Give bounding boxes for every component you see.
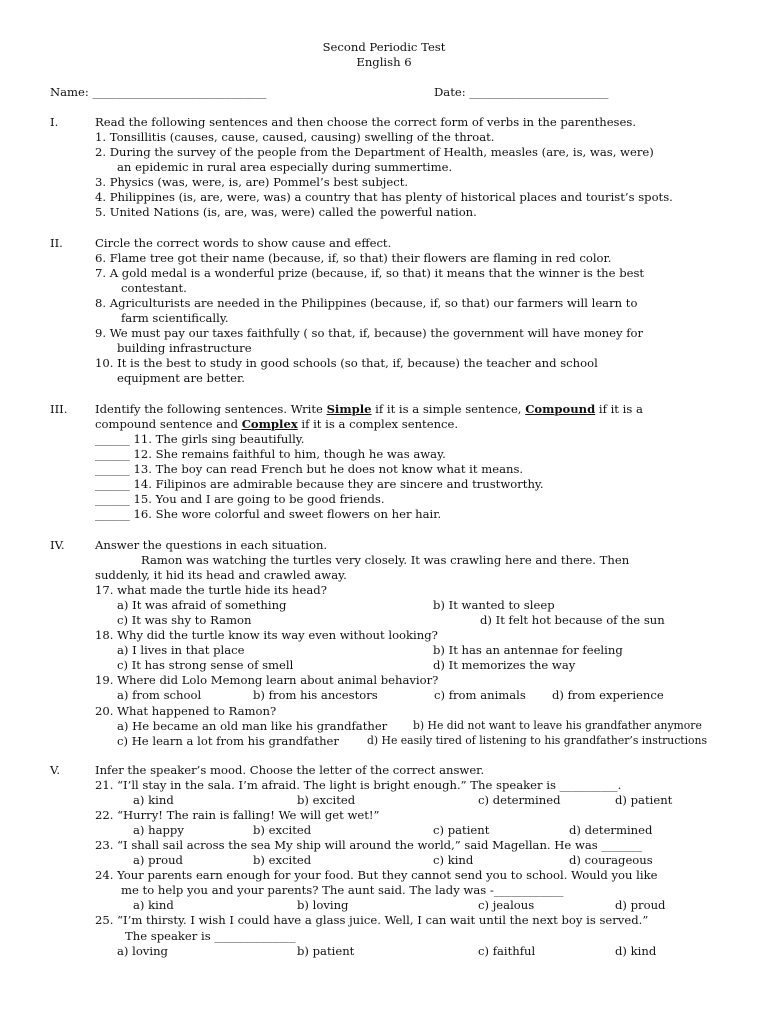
passage-line: Ramon was watching the turtles very closely. It was crawling here and there. Then [141,553,630,567]
choice-d[interactable]: d) He easily tired of listening to his grandfather’s instructions [367,734,708,747]
section-numeral: I. [50,115,59,129]
question-item[interactable]: ______ 15. You and I are going to be good friends. [95,492,385,506]
question-item: 9. We must pay our taxes faithfully ( so that, if, because) the government will have money for [95,326,644,340]
choice-b[interactable]: b) He did not want to leave his grandfather anymore [413,719,702,732]
name-field[interactable]: Name: ______________________________ [50,85,267,99]
choice-c[interactable]: c) He learn a lot from his grandfather [117,734,339,748]
choice-d[interactable]: d) from experience [552,688,664,702]
choice-c[interactable]: c) from animals [434,688,526,702]
question-item: 6. Flame tree got their name (because, if, so that) their flowers are flaming in red color. [95,251,612,265]
question-item[interactable]: ______ 13. The boy can read French but he does not know what it means. [95,462,524,476]
question-item[interactable]: ______ 11. The girls sing beautifully. [95,432,305,446]
section-instruction-continuation: compound sentence and Complex if it is a complex sentence. [95,417,459,431]
choice-c[interactable]: c) faithful [478,944,536,958]
date-field[interactable]: Date: ________________________ [434,85,609,99]
choice-b[interactable]: b) patient [297,944,355,958]
question-item-continuation: farm scientifically. [121,311,229,325]
question-item: 10. It is the best to study in good schools (so that, if, because) the teacher and school [95,356,598,370]
question-item[interactable]: ______ 12. She remains faithful to him, though he was away. [95,447,446,461]
choice-b[interactable]: b) loving [297,898,349,912]
choice-b[interactable]: b) excited [253,823,312,837]
passage-line: suddenly, it hid its head and crawled away. [95,568,347,582]
question-18: 18. Why did the turtle know its way even without looking? [95,628,438,642]
question-19: 19. Where did Lolo Memong learn about animal behavior? [95,673,439,687]
question-item: 1. Tonsillitis (causes, cause, caused, causing) swelling of the throat. [95,130,495,144]
choice-d[interactable]: d) determined [569,823,653,837]
choice-d[interactable]: d) patient [615,793,673,807]
choice-b[interactable]: b) excited [297,793,356,807]
choice-a[interactable]: a) kind [133,898,174,912]
question-item-continuation: an epidemic in rural area especially during summertime. [117,160,453,174]
question-25-continuation: The speaker is ______________ [125,929,296,943]
choice-a[interactable]: a) from school [117,688,202,702]
choice-a[interactable]: a) He became an old man like his grandfather [117,719,388,733]
choice-a[interactable]: a) kind [133,793,174,807]
choice-a[interactable]: a) I lives in that place [117,643,245,657]
section-instruction: Circle the correct words to show cause and effect. [95,236,392,250]
question-item-continuation: building infrastructure [117,341,252,355]
choice-c[interactable]: c) jealous [478,898,535,912]
question-item: 5. United Nations (is, are, was, were) called the powerful nation. [95,205,477,219]
choice-c[interactable]: c) kind [433,853,474,867]
section-instruction: Answer the questions in each situation. [95,538,328,552]
choice-d[interactable]: d) kind [615,944,657,958]
section-numeral: III. [50,402,68,416]
keyword-compound: Compound [525,402,596,416]
question-item-continuation: equipment are better. [117,371,245,385]
choice-b[interactable]: b) It wanted to sleep [433,598,555,612]
section-instruction: Read the following sentences and then choose the correct form of verbs in the parentheses. [95,115,637,129]
choice-a[interactable]: a) It was afraid of something [117,598,287,612]
question-item[interactable]: ______ 16. She wore colorful and sweet flowers on her hair. [95,507,442,521]
question-item: 3. Physics (was, were, is, are) Pommel’s best subject. [95,175,409,189]
question-24: 24. Your parents earn enough for your food. But they cannot send you to school. Would you like [95,868,658,882]
choice-c[interactable]: c) It has strong sense of smell [117,658,294,672]
test-subject: English 6 [356,55,412,69]
question-item: 2. During the survey of the people from the Department of Health, measles (are, is, was, were) [95,145,654,159]
question-item: 7. A gold medal is a wonderful prize (because, if, so that) it means that the winner is the best [95,266,645,280]
question-20: 20. What happened to Ramon? [95,704,277,718]
choice-a[interactable]: a) loving [117,944,168,958]
choice-d[interactable]: d) It felt hot because of the sun [480,613,665,627]
question-25: 25. “I’m thirsty. I wish I could have a glass juice. Well, I can wait until the next boy is served.” [95,913,649,927]
choice-a[interactable]: a) happy [133,823,184,837]
keyword-simple: Simple [326,402,372,416]
choice-b[interactable]: b) excited [253,853,312,867]
question-23: 23. “I shall sail across the sea My ship will around the world,” said Magellan. He was _______ [95,838,643,852]
choice-c[interactable]: c) determined [478,793,561,807]
question-22: 22. “Hurry! The rain is falling! We will get wet!” [95,808,380,822]
choice-c[interactable]: c) It was shy to Ramon [117,613,252,627]
choice-d[interactable]: d) courageous [569,853,653,867]
question-17: 17. what made the turtle hide its head? [95,583,327,597]
section-numeral: IV. [50,538,65,552]
section-instruction: Infer the speaker’s mood. Choose the letter of the correct answer. [95,763,485,777]
question-item: 4. Philippines (is, are, were, was) a country that has plenty of historical places and tourist’s spots. [95,190,673,204]
question-21: 21. “I’ll stay in the sala. I’m afraid. The light is bright enough.” The speaker is __________. [95,778,622,792]
test-title: Second Periodic Test [322,40,446,54]
choice-c[interactable]: c) patient [433,823,490,837]
question-item-continuation: contestant. [121,281,187,295]
choice-b[interactable]: b) from his ancestors [253,688,378,702]
question-item: 8. Agriculturists are needed in the Philippines (because, if, so that) our farmers will learn to [95,296,638,310]
question-item[interactable]: ______ 14. Filipinos are admirable because they are sincere and trustworthy. [95,477,544,491]
choice-b[interactable]: b) It has an antennae for feeling [433,643,623,657]
choice-d[interactable]: d) It memorizes the way [433,658,576,672]
keyword-complex: Complex [241,417,298,431]
section-numeral: II. [50,236,63,250]
section-numeral: V. [50,763,61,777]
choice-a[interactable]: a) proud [133,853,183,867]
choice-d[interactable]: d) proud [615,898,666,912]
section-instruction: Identify the following sentences. Write Simple if it is a simple sentence, Compound if it is a [95,402,643,416]
question-24-continuation: me to help you and your parents? The aunt said. The lady was -____________ [121,883,564,897]
